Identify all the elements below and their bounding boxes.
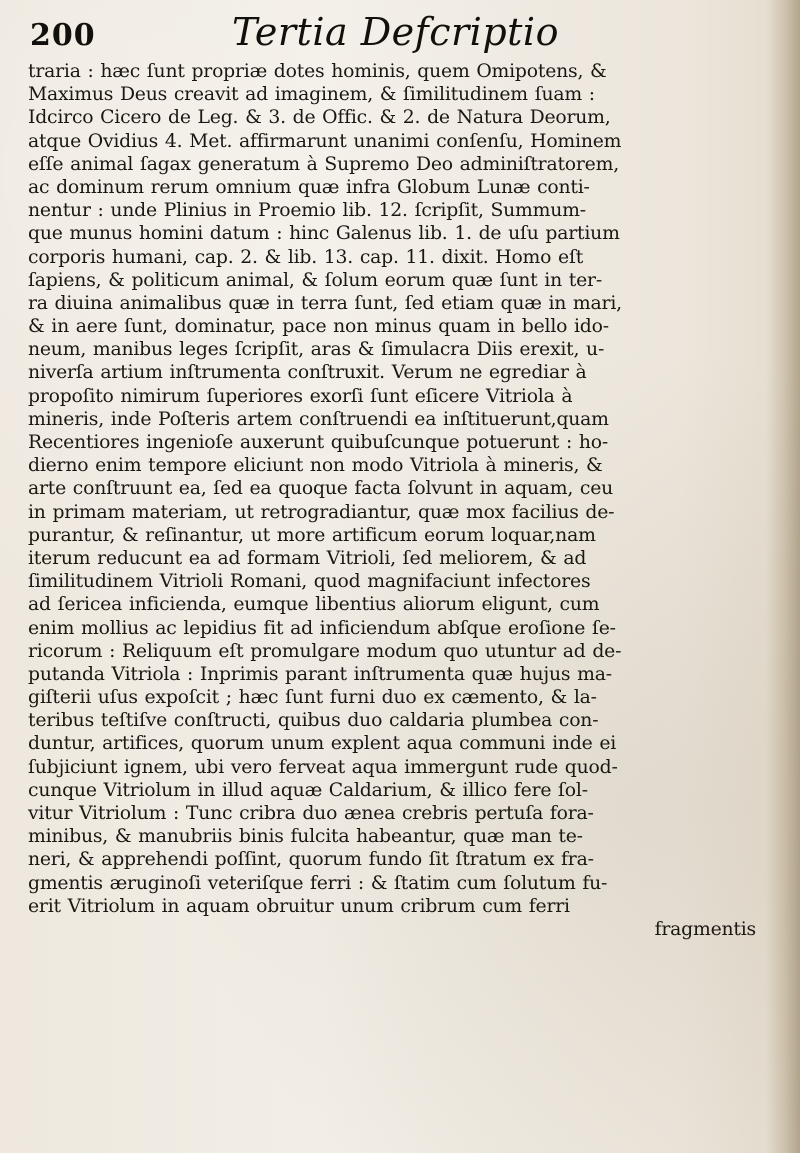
text-line: propoſito nimirum ſuperiores exorſi ſunt eſicere Vitriola à: [28, 385, 573, 407]
text-line: ra diuina animalibus quæ in terra ſunt, ſed etiam quæ in mari,: [28, 292, 622, 314]
catchword: fragmentis: [654, 918, 756, 940]
body-text: [28, 60, 764, 941]
text-line: que munus homini datum : hinc Galenus lib. 1. de uſu partium: [28, 223, 620, 245]
text-line: ac dominum rerum omnium quæ infra Globum Lunæ conti-: [28, 176, 590, 198]
text-line: Idcirco Cicero de Leg. & 3. de Offic. & 2. de Natura Deorum,: [28, 107, 611, 129]
text-line: vitur Vitriolum : Tunc cribra duo ænea crebris pertuſa fora-: [28, 803, 594, 824]
text-line: traria : hæc ſunt propriæ dotes hominis, quem Omipotens, &: [28, 61, 607, 82]
text-line: in primam materiam, ut retrogradiantur, quæ mox facilius de-: [28, 501, 615, 523]
text-line: erit Vitriolum in aquam obruitur unum cribrum cum ferri: [28, 895, 570, 917]
text-line: duntur, artifices, quorum unum explent aqua communi inde ei: [28, 733, 617, 755]
text-line: ſubjiciunt ignem, ubi vero ferveat aqua immergunt rude quod-: [28, 756, 618, 778]
page-header: [28, 0, 780, 54]
text-line: & in aere ſunt, dominatur, pace non minus quam in bello ido-: [28, 316, 609, 338]
text-line: cunque Vitriolum in illud aquæ Caldarium, & illico fere ſol-: [28, 779, 588, 801]
text-line: putanda Vitriola : Inprimis parant inſtrumenta quæ hujus ma-: [28, 663, 612, 685]
page-edge-shadow: [766, 0, 800, 1153]
text-line: enim mollius ac lepidius fit ad inficiendum abſque eroſione ſe-: [28, 617, 616, 639]
text-line: niverſa artium inſtrumenta conſtruxit. Verum ne egrediar à: [28, 362, 587, 384]
text-line: dierno enim tempore eliciunt non modo Vitriola à mineris, &: [28, 455, 603, 477]
page-number: 200: [30, 18, 96, 53]
text-line: ſapiens, & politicum animal, & ſolum eorum quæ ſunt in ter-: [28, 269, 602, 291]
text-line: eſſe animal ſagax generatum à Supremo Deo adminiſtratorem,: [28, 153, 619, 175]
text-line: arte conſtruunt ea, ſed ea quoque facta ſolvunt in aquam, ceu: [28, 478, 614, 500]
text-line: Maximus Deus creavit ad imaginem, & ſimilitudinem ſuam :: [28, 84, 595, 106]
text-line: neri, & apprehendi poſſint, quorum fundo ſit ſtratum ex fra-: [28, 849, 594, 871]
text-line: teribus teſtiſve conſtructi, quibus duo caldaria plumbea con-: [28, 710, 599, 732]
text-line: Recentiores ingenioſe auxerunt quibuſcunque potuerunt : ho-: [28, 432, 609, 453]
text-line: ad ſericea inficienda, eumque libentius aliorum eligunt, cum: [28, 594, 600, 616]
text-line: nentur : unde Plinius in Proemio lib. 12. ſcripſit, Summum-: [28, 200, 586, 222]
text-line: iterum reducunt ea ad formam Vitrioli, ſed meliorem, & ad: [28, 547, 587, 569]
text-line: minibus, & manubriis binis fulcita habeantur, quæ man te-: [28, 826, 583, 848]
text-line: giſterii uſus expoſcit ; hæc ſunt furni duo ex cæmento, & la-: [28, 687, 597, 709]
text-block: [28, 0, 780, 940]
running-title: Tertia Defcriptio: [232, 10, 559, 54]
text-line: gmentis æruginoſi veteriſque ferri : & ſtatim cum ſolutum fu-: [28, 872, 608, 894]
text-line: atque Ovidius 4. Met. affirmarunt unanimi conſenſu, Hominem: [28, 130, 622, 152]
text-line: mineris, inde Poſteris artem conſtruendi ea inſtituerunt,quam: [28, 408, 609, 430]
text-line: ricorum : Reliquum eſt promulgare modum quo utuntur ad de-: [28, 640, 622, 662]
text-line: corporis humani, cap. 2. & lib. 13. cap. 11. dixit. Homo eſt: [28, 246, 584, 268]
text-line: ſimilitudinem Vitrioli Romani, quod magnifaciunt infectores: [28, 571, 591, 593]
text-line: neum, manibus leges ſcripſit, aras & ſimulacra Diis erexit, u-: [28, 339, 605, 361]
text-line: purantur, & reſinantur, ut more artificum eorum loquar,nam: [28, 524, 596, 546]
